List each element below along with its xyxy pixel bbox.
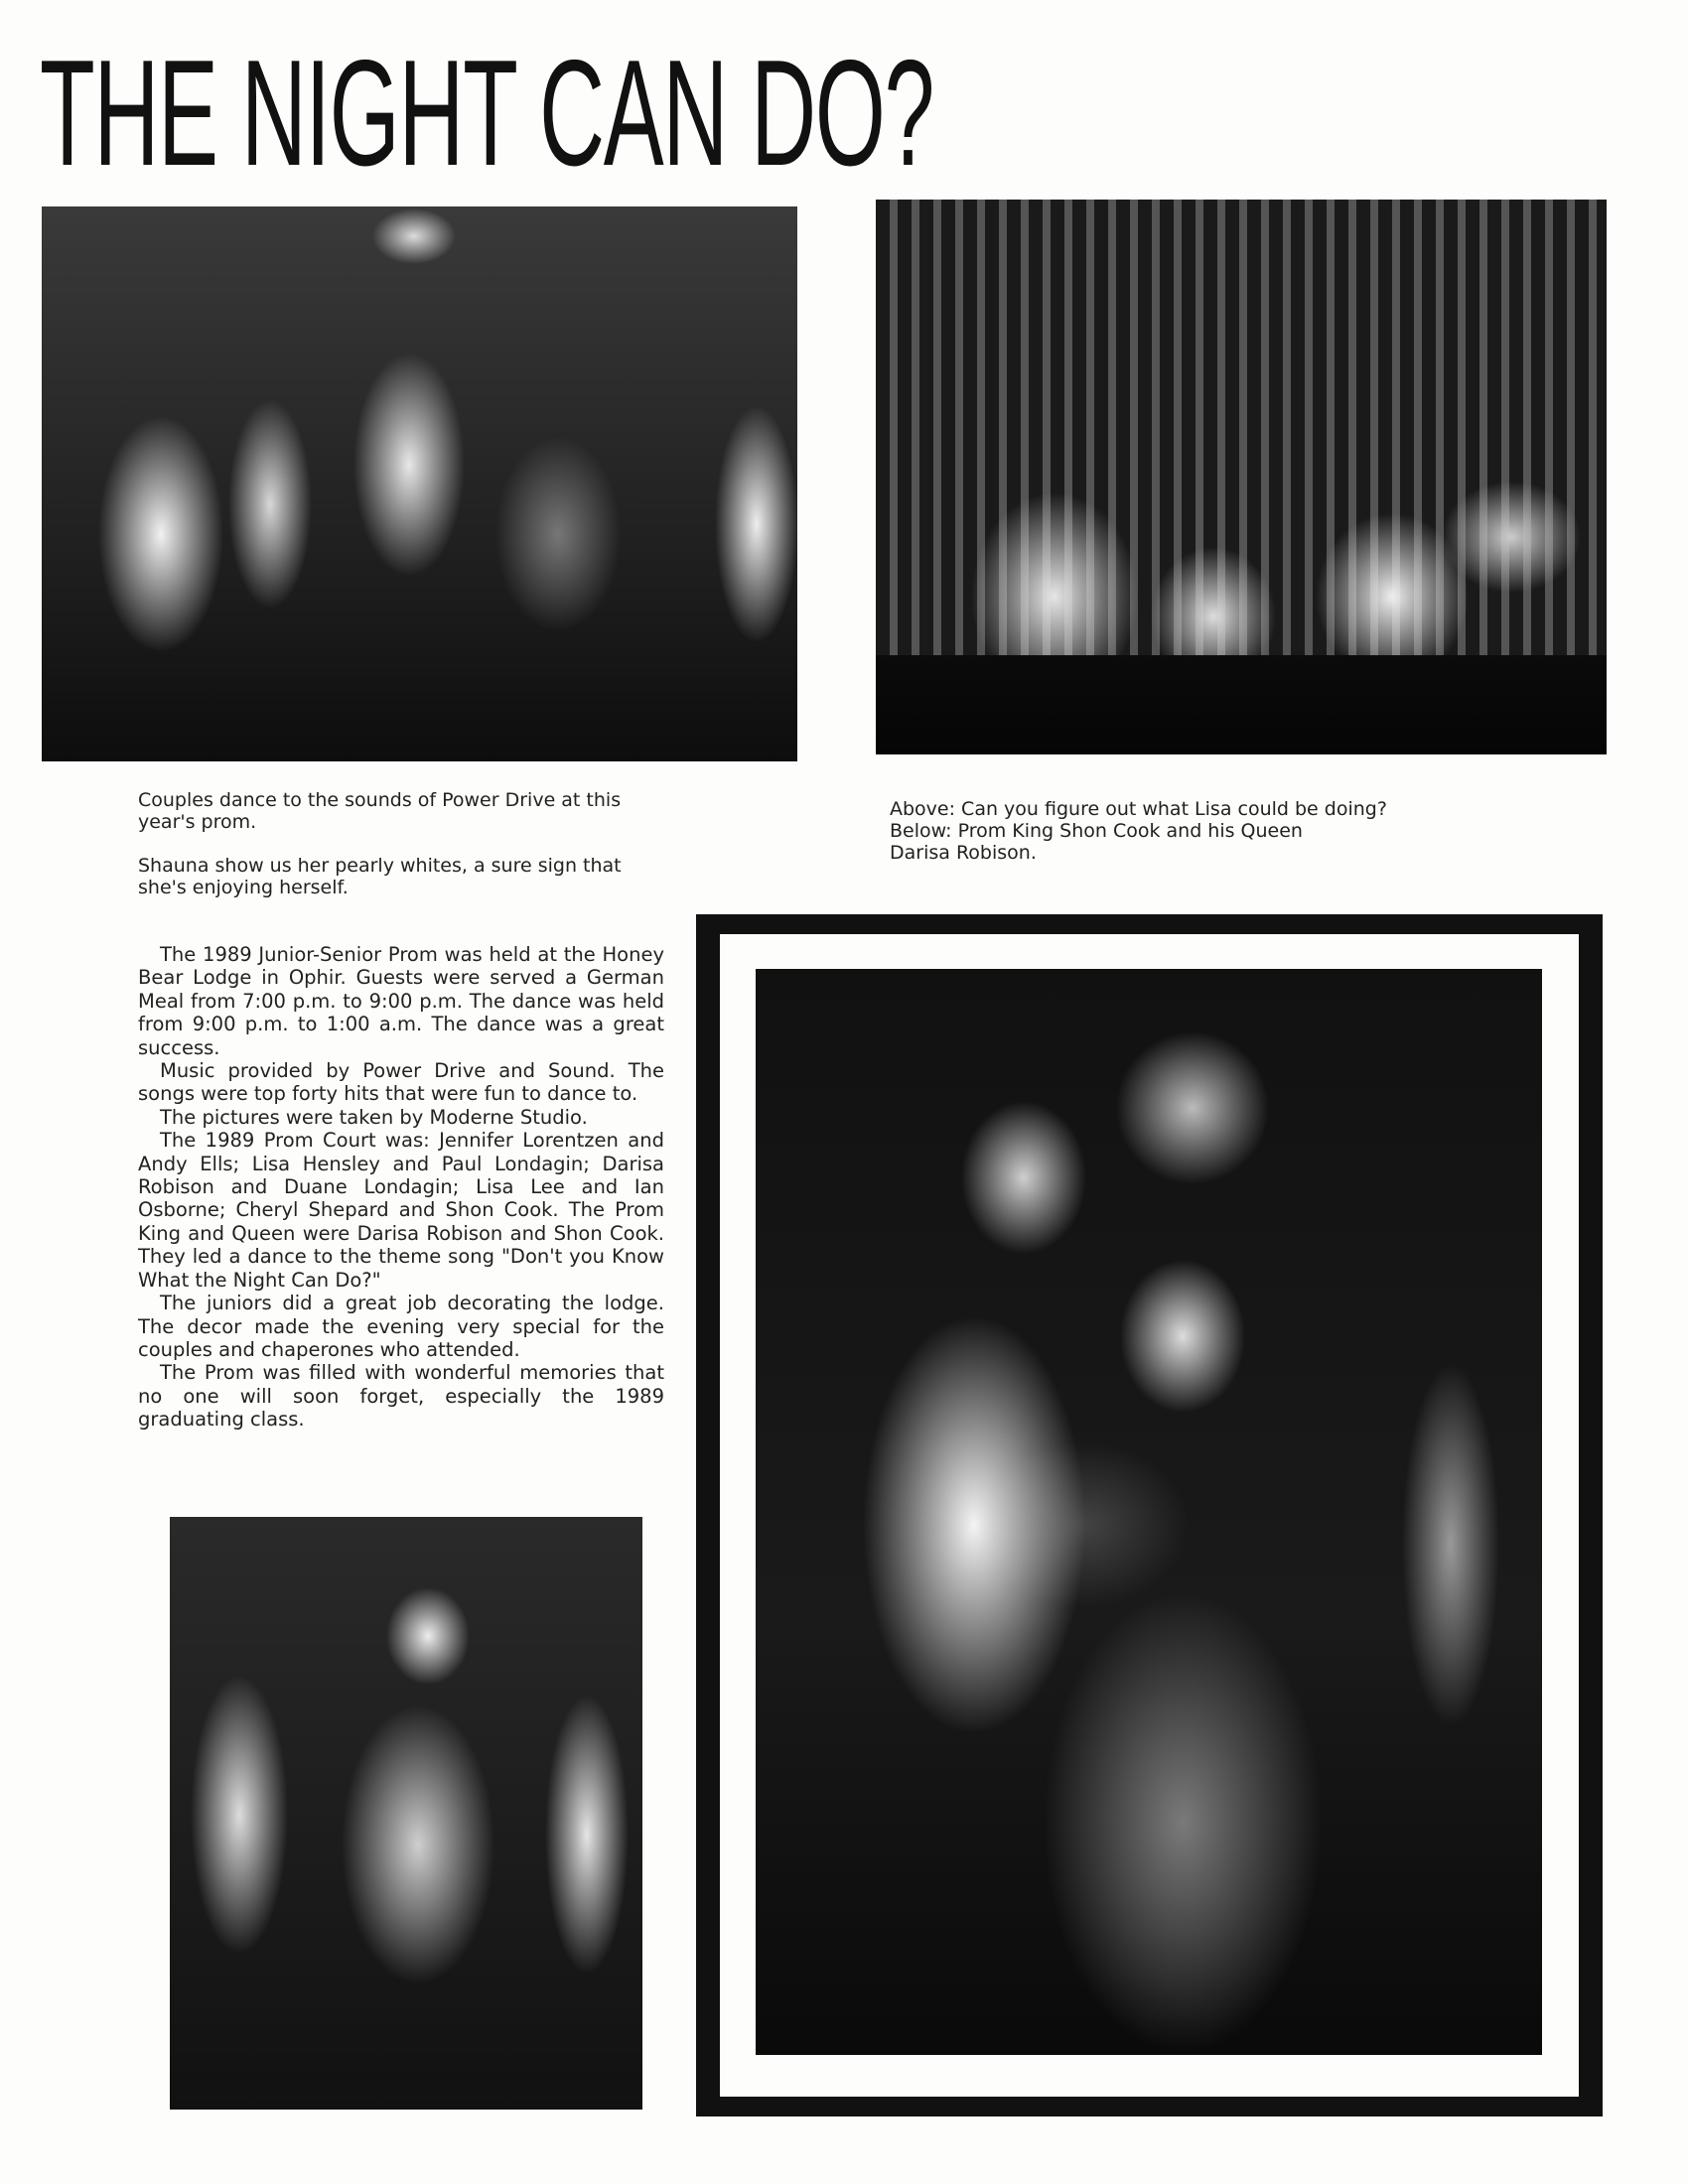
photo-lisa-at-table: [876, 200, 1607, 754]
article-paragraph: The 1989 Junior-Senior Prom was held at the Honey Bear Lodge in Ophir. Guests were served a German Meal from 7:00 p.m. to 9:00 p.m. The dance was held from 9:00 p.m. to 1:00 a.m. The dance was a great success.: [138, 943, 664, 1059]
photo-couples-dancing: [42, 206, 797, 761]
caption-shauna: Shauna show us her pearly whites, a sure sign that she's enjoying herself.: [138, 855, 622, 898]
article-paragraph: The juniors did a great job decorating the lodge. The decor made the evening very special for the couples and chaperones who attended.: [138, 1292, 664, 1361]
page-title: THE NIGHT CAN DO?: [40, 29, 934, 198]
photo-shauna-dancing: [170, 1517, 642, 2110]
caption-left: [138, 789, 674, 920]
photo-prom-king-and-queen: [756, 969, 1542, 2055]
caption-couples: Couples dance to the sounds of Power Drive at this year's prom.: [138, 789, 622, 833]
table-foreground: [876, 655, 1607, 754]
article-paragraph: The 1989 Prom Court was: Jennifer Lorentzen and Andy Ells; Lisa Hensley and Paul Londagin; Darisa Robison and Duane Londagin; Lisa Lee and Ian Osborne; Cheryl Shepard and Shon Cook. The Prom King and Queen were Darisa Robison and Shon Cook. They led a dance to the theme song "Don't you Know What the Night Can Do?": [138, 1129, 664, 1292]
caption-below: Below: Prom King Shon Cook and his Queen: [890, 820, 1303, 842]
article-body: [138, 943, 664, 1432]
caption-above: Above: Can you figure out what Lisa could be doing?: [890, 798, 1387, 820]
article-paragraph: The Prom was filled with wonderful memories that no one will soon forget, especially the 1989 graduating class.: [138, 1361, 664, 1432]
caption-below-cont: Darisa Robison.: [890, 842, 1037, 864]
article-paragraph: Music provided by Power Drive and Sound. The songs were top forty hits that were fun to dance to.: [138, 1059, 664, 1106]
caption-right: [890, 798, 1525, 864]
article-paragraph: The pictures were taken by Moderne Studio.: [160, 1105, 588, 1129]
